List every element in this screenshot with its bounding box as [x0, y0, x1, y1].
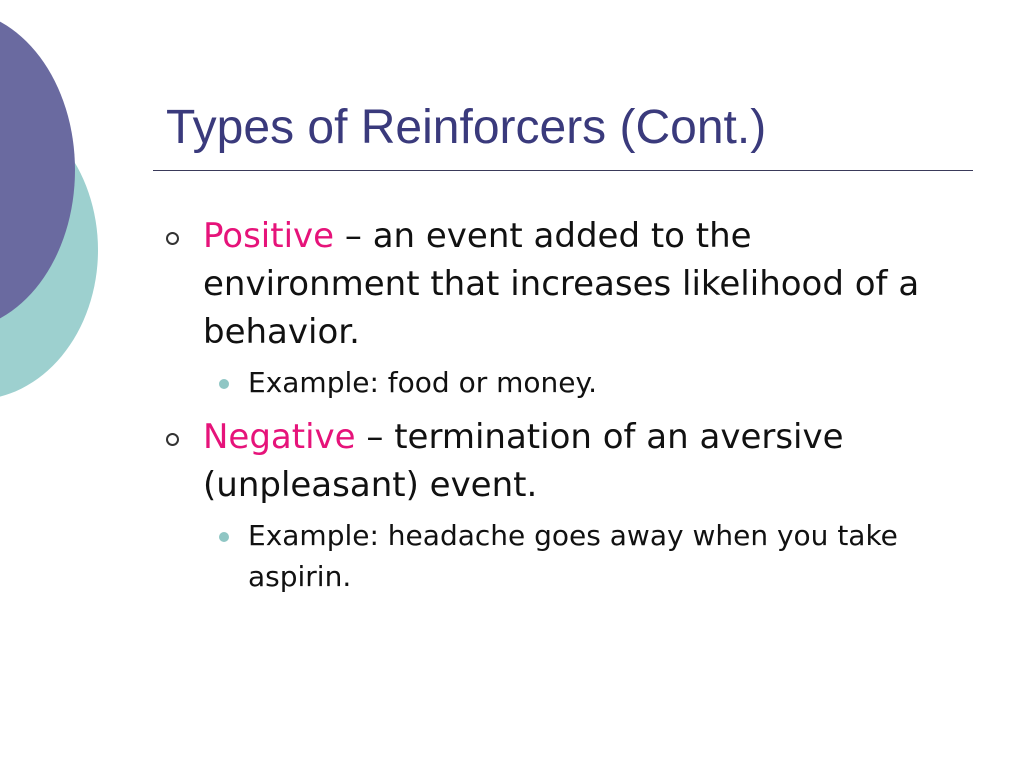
- example-negative: Example: headache goes away when you take aspirin.: [248, 519, 898, 593]
- term-positive: Positive: [203, 216, 335, 256]
- bullet-positive: [160, 212, 940, 356]
- definition-negative: – termination of an aversive (unpleasant) event.: [203, 417, 844, 505]
- dot-bullet-icon: [219, 532, 229, 542]
- definition-positive: – an event added to the environment that increases likelihood of a behavior.: [203, 216, 920, 352]
- dot-bullet-icon: [219, 379, 229, 389]
- hollow-circle-bullet-icon: [166, 232, 179, 245]
- sub-bullet-negative-example: [160, 515, 968, 597]
- bullet-negative: [160, 413, 940, 509]
- slide-body: [160, 212, 940, 597]
- example-positive: Example: food or money.: [248, 366, 598, 399]
- hollow-circle-bullet-icon: [166, 433, 179, 446]
- term-negative: Negative: [203, 417, 356, 457]
- title-divider: [153, 170, 973, 171]
- sub-bullet-positive-example: [160, 362, 968, 403]
- slide-title: Types of Reinforcers (Cont.): [166, 101, 767, 154]
